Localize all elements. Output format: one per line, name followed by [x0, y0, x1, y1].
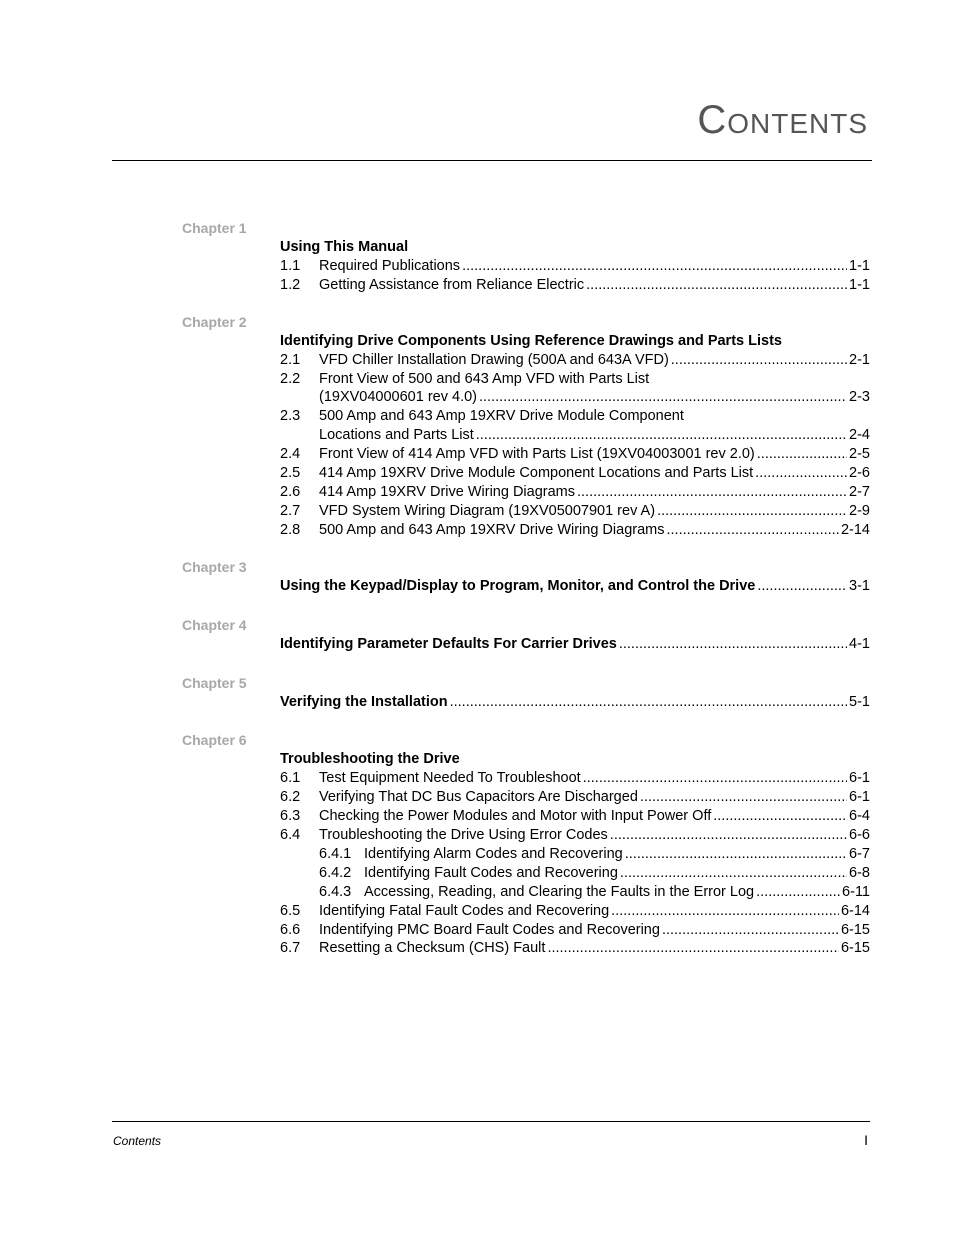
- chapter-5: [182, 674, 870, 712]
- toc-entry[interactable]: [280, 788, 870, 807]
- entry-number: 6.1: [280, 770, 301, 787]
- entry-title-continued: Locations and Parts List: [319, 427, 474, 444]
- chapter-3: [182, 558, 870, 596]
- entry-title: 500 Amp and 643 Amp 19XRV Drive Module Component: [319, 408, 684, 425]
- entry-page: 3-1: [849, 577, 870, 594]
- leader-dots: [640, 788, 847, 807]
- entry-title: Getting Assistance from Reliance Electric: [319, 276, 585, 293]
- entry-number: 2.4: [280, 446, 301, 463]
- leader-dots: [755, 464, 847, 483]
- entry-title: Troubleshooting the Drive Using Error Codes: [319, 827, 608, 844]
- leader-dots: [756, 883, 840, 902]
- footer-page-number: I: [864, 1132, 868, 1148]
- leader-dots: [666, 521, 838, 540]
- entry-page: 6-11: [842, 883, 870, 900]
- toc-entry[interactable]: [280, 502, 870, 521]
- entry-number: 6.2: [280, 789, 301, 806]
- leader-dots: [619, 635, 847, 654]
- footer-section-title: Contents: [113, 1134, 162, 1148]
- toc-entry[interactable]: [280, 939, 870, 958]
- footer-divider: [112, 1121, 870, 1122]
- leader-dots: [476, 426, 847, 445]
- chapter-label: Chapter 2: [182, 313, 247, 330]
- entry-page: 6-15: [840, 940, 870, 957]
- toc-entry[interactable]: [280, 826, 870, 845]
- entry-page: 2-14: [840, 521, 870, 538]
- chapter-heading: Using the Keypad/Display to Program, Monitor, and Control the Drive: [280, 577, 756, 594]
- chapter-heading-entry[interactable]: [280, 693, 870, 712]
- entry-title: 414 Amp 19XRV Drive Wiring Diagrams: [319, 483, 575, 500]
- leader-dots: [547, 939, 839, 958]
- leader-dots: [662, 921, 839, 940]
- toc-entry[interactable]: [280, 445, 870, 464]
- entry-page: 6-1: [849, 789, 870, 806]
- entry-number: 6.4.2: [319, 864, 352, 881]
- entry-number: 2.5: [280, 465, 301, 482]
- toc-entry[interactable]: [280, 276, 870, 295]
- entry-page: 2-5: [849, 446, 870, 463]
- chapter-heading[interactable]: Troubleshooting the Drive: [280, 751, 460, 768]
- entry-page: 6-8: [849, 864, 870, 881]
- entry-number: 6.7: [280, 940, 301, 957]
- toc-entry[interactable]: [280, 483, 870, 502]
- leader-dots: [610, 826, 847, 845]
- chapter-heading-entry[interactable]: [280, 635, 870, 654]
- entry-page: 4-1: [849, 635, 870, 652]
- leader-dots: [713, 807, 847, 826]
- entry-title: Indentifying PMC Board Fault Codes and Recovering: [319, 921, 660, 938]
- toc-entry[interactable]: [280, 351, 870, 370]
- entry-number: 6.4.3: [319, 883, 352, 900]
- chapter-label: Chapter 1: [182, 220, 247, 236]
- toc-entry[interactable]: [280, 921, 870, 940]
- toc-entry[interactable]: [280, 257, 870, 276]
- entry-number: 2.3: [280, 408, 301, 425]
- leader-dots: [671, 351, 847, 370]
- entry-page: 6-1: [849, 770, 870, 787]
- entry-title: Required Publications: [319, 257, 461, 274]
- entry-title: VFD System Wiring Diagram (19XV05007901 rev A): [319, 502, 656, 519]
- leader-dots: [625, 845, 847, 864]
- entry-title: Accessing, Reading, and Clearing the Faults in the Error Log: [364, 883, 755, 900]
- entry-title: Identifying Fault Codes and Recovering: [364, 864, 618, 881]
- entry-number: 6.5: [280, 902, 301, 919]
- toc-entry[interactable]: [280, 464, 870, 483]
- entry-page: 6-7: [849, 845, 870, 862]
- entry-page: 5-1: [849, 693, 870, 710]
- leader-dots: [586, 276, 847, 295]
- entry-title: Identifying Alarm Codes and Recovering: [364, 845, 623, 862]
- entry-number: 6.3: [280, 808, 301, 825]
- leader-dots: [620, 864, 847, 883]
- chapter-4: [182, 616, 870, 654]
- toc-entry-continued[interactable]: [280, 426, 870, 445]
- leader-dots: [657, 502, 847, 521]
- entry-page: 6-4: [849, 808, 870, 825]
- toc-entry[interactable]: [280, 769, 870, 788]
- chapter-label: Chapter 4: [182, 616, 247, 633]
- chapter-heading[interactable]: Using This Manual: [280, 239, 409, 255]
- entry-title: Test Equipment Needed To Troubleshoot: [319, 770, 581, 787]
- entry-title: Resetting a Checksum (CHS) Fault: [319, 940, 546, 957]
- toc-entry[interactable]: [280, 370, 870, 389]
- entry-page: 2-3: [849, 389, 870, 406]
- chapter-6: [182, 731, 870, 958]
- entry-number: 6.4: [280, 827, 301, 844]
- entry-title: VFD Chiller Installation Drawing (500A and 643A VFD): [319, 351, 669, 368]
- toc-subentry[interactable]: [280, 845, 870, 864]
- chapter-heading[interactable]: Identifying Drive Components Using Reference Drawings and Parts Lists: [280, 332, 782, 349]
- entry-number: 2.8: [280, 521, 301, 538]
- leader-dots: [479, 388, 847, 407]
- toc-entry[interactable]: [280, 902, 870, 921]
- entry-number: 2.1: [280, 351, 301, 368]
- entry-title: Verifying That DC Bus Capacitors Are Discharged: [319, 789, 638, 806]
- chapter-1: [182, 219, 870, 295]
- chapter-label: Chapter 6: [182, 732, 247, 749]
- entry-number: 2.6: [280, 483, 301, 500]
- entry-page: 2-4: [849, 427, 870, 444]
- entry-page: 2-7: [849, 483, 870, 500]
- leader-dots: [583, 769, 847, 788]
- entry-number: 1.2: [280, 276, 301, 293]
- entry-page: 1-1: [849, 257, 870, 274]
- entry-page: 2-9: [849, 502, 870, 519]
- leader-dots: [450, 693, 847, 712]
- entry-number: 1.1: [280, 257, 301, 274]
- toc-entry-continued[interactable]: [280, 388, 870, 407]
- toc-entry[interactable]: [280, 807, 870, 826]
- entry-title: 500 Amp and 643 Amp 19XRV Drive Wiring Diagrams: [319, 521, 665, 538]
- entry-title-continued: (19XV04000601 rev 4.0): [319, 389, 477, 406]
- entry-page: 2-1: [849, 351, 870, 368]
- leader-dots: [577, 483, 847, 502]
- entry-number: 2.2: [280, 370, 301, 387]
- entry-title: Identifying Fatal Fault Codes and Recovering: [319, 902, 610, 919]
- entry-title: Front View of 500 and 643 Amp VFD with Parts List: [319, 370, 650, 387]
- toc-entry[interactable]: [280, 407, 870, 426]
- entry-title: 414 Amp 19XRV Drive Module Component Locations and Parts List: [319, 465, 754, 482]
- toc-subentry[interactable]: [280, 864, 870, 883]
- entry-title: Checking the Power Modules and Motor with Input Power Off: [319, 808, 712, 825]
- leader-dots: [757, 445, 847, 464]
- table-of-contents: [182, 219, 870, 958]
- chapter-heading: Identifying Parameter Defaults For Carrier Drives: [280, 635, 617, 652]
- entry-page: 1-1: [849, 276, 870, 293]
- page-title: Contents: [697, 98, 868, 142]
- entry-page: 6-14: [840, 902, 870, 919]
- entry-title: Front View of 414 Amp VFD with Parts List (19XV04003001 rev 2.0): [319, 446, 755, 463]
- toc-entry[interactable]: [280, 521, 870, 540]
- chapter-heading-entry[interactable]: [280, 577, 870, 596]
- chapter-label: Chapter 5: [182, 674, 247, 691]
- entry-page: 6-6: [849, 827, 870, 844]
- entry-number: 6.6: [280, 921, 301, 938]
- entry-page: 2-6: [849, 465, 870, 482]
- toc-subentry[interactable]: [280, 883, 870, 902]
- leader-dots: [757, 577, 847, 596]
- title-divider: [112, 160, 872, 161]
- entry-page: 6-15: [840, 921, 870, 938]
- chapter-2: [182, 313, 870, 540]
- chapter-heading: Verifying the Installation: [280, 693, 448, 710]
- leader-dots: [611, 902, 839, 921]
- entry-number: 2.7: [280, 502, 301, 519]
- leader-dots: [462, 257, 847, 276]
- chapter-label: Chapter 3: [182, 558, 247, 575]
- entry-number: 6.4.1: [319, 845, 352, 862]
